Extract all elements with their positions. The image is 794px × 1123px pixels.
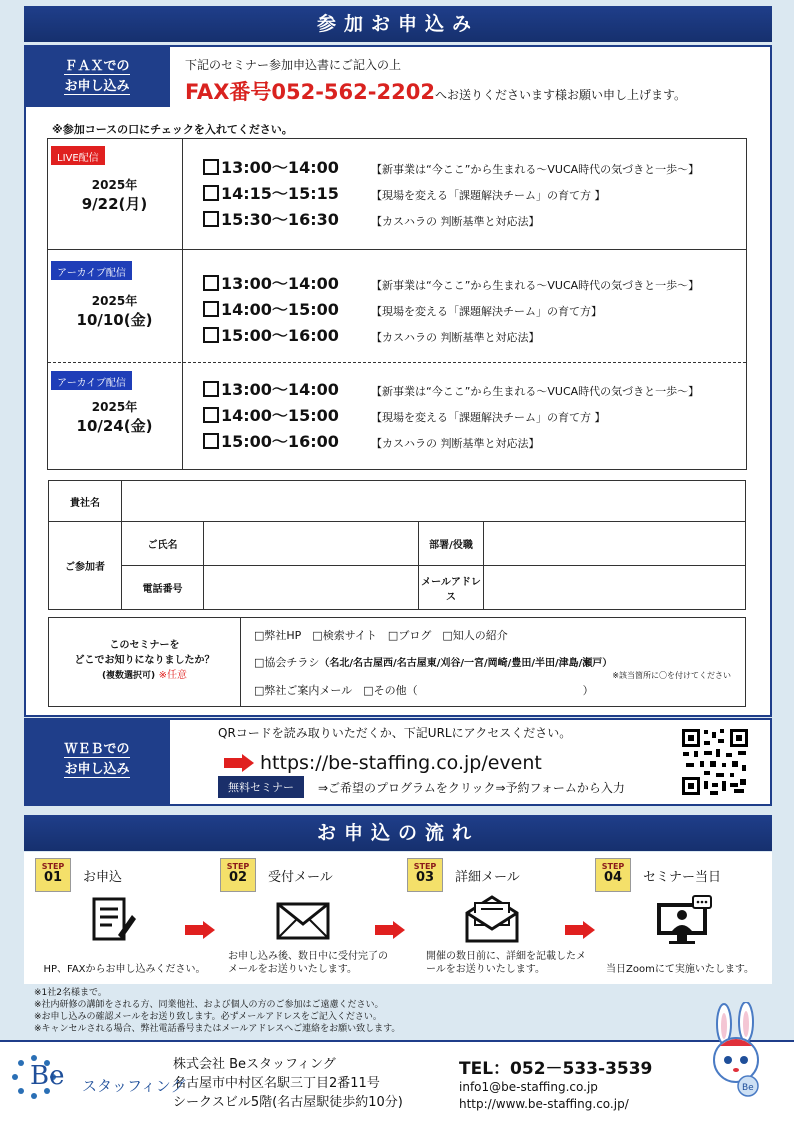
- note-line: ※社内研修の講師をされる方、同業他社、および個人の方のご参加はご遠慮ください。: [34, 1000, 384, 1010]
- dept-field[interactable]: [484, 522, 746, 566]
- checkbox[interactable]: [203, 159, 219, 175]
- checkbox[interactable]: [203, 275, 219, 291]
- rabbit-mascot-icon: [706, 1002, 768, 1104]
- survey-row-1[interactable]: □弊社HP □検索サイト □ブログ □知人の紹介: [254, 629, 508, 642]
- checkbox[interactable]: [203, 381, 219, 397]
- flow-arrow-icon: [565, 921, 595, 939]
- email-field[interactable]: [484, 566, 746, 610]
- step-badge: STEP 01: [35, 858, 71, 892]
- session-3-date: [47, 398, 182, 436]
- session-3-day: 10/24(金): [76, 417, 153, 435]
- fax-label: [24, 47, 170, 107]
- checkbox[interactable]: [203, 301, 219, 317]
- note-line: ※キャンセルされる場合、弊社電話番号またはメールアドレスへご連絡をお願い致します。: [34, 1024, 401, 1034]
- company-address: 株式会社 Beスタッフィング 名古屋市中村区名駅三丁目2番11号 シークスビル5階(名古屋駅徒歩約10分): [173, 1057, 403, 1110]
- web-flow-text: ⇒ご希望のプログラムをクリック⇒予約フォームから入力: [318, 781, 625, 795]
- application-section-title: 参加お申込み: [24, 6, 772, 42]
- step-desc: お申し込み後、数日中に受付完了のメールをお送りいたします。: [228, 951, 388, 975]
- participant-form: [48, 480, 746, 610]
- dept-label: 部署/役職: [419, 522, 484, 566]
- event-url-link[interactable]: https://be-staffing.co.jp/event: [260, 752, 542, 774]
- session-1-year: 2025年: [91, 178, 138, 192]
- step-title: お申込: [83, 869, 123, 885]
- flow-section-title: お申込の流れ: [24, 815, 772, 851]
- svg-text:Be: Be: [742, 1083, 754, 1093]
- contact-info: [459, 1054, 652, 1113]
- step-desc: HP、FAXからお申し込みください。: [43, 964, 206, 975]
- course-option[interactable]: 13:00～14:00 【新事業は“今ここ”から生まれる～VUCA時代の気づきと一歩～】: [203, 377, 699, 403]
- course-option[interactable]: 15:00～16:00 【カスハラの 判断基準と対応法】: [203, 323, 699, 349]
- session-2-date: [47, 292, 182, 330]
- open-envelope-icon: [465, 895, 519, 947]
- checkbox[interactable]: [203, 211, 219, 227]
- qr-code-icon[interactable]: [680, 727, 750, 797]
- fax-label-line2: お申し込み: [64, 79, 130, 94]
- phone-label: 電話番号: [122, 566, 204, 610]
- course-option[interactable]: 13:00～14:00 【新事業は“今ここ”から生まれる～VUCA時代の気づきと一歩～】: [203, 271, 699, 297]
- company-label: 貴社名: [49, 481, 122, 522]
- course-option[interactable]: 13:00～14:00 【新事業は“今ここ”から生まれる～VUCA時代の気づきと一歩～】: [203, 155, 699, 181]
- step-4: [595, 858, 721, 892]
- name-field[interactable]: [204, 522, 419, 566]
- tel-number: TEL：052－533-3539: [459, 1059, 653, 1079]
- step-badge: STEP 03: [407, 858, 443, 892]
- session-1-date: [47, 176, 182, 214]
- survey-question: このセミナーを どこでお知りになりましたか？ (複数選択可) ※任意: [49, 618, 241, 706]
- step-title: 受付メール: [268, 869, 333, 885]
- company-logo: Be スタッフィング: [12, 1055, 56, 1103]
- step-badge: STEP 04: [595, 858, 631, 892]
- web-url-line: [224, 752, 542, 774]
- checkbox[interactable]: [203, 327, 219, 343]
- check-instruction: ※参加コースの口にチェックを入れてください。: [52, 123, 293, 136]
- fax-suffix: へお送りくださいます様お願い申し上げます。: [434, 88, 686, 102]
- fax-number-line: [185, 76, 686, 106]
- course-option[interactable]: 15:30～16:30 【カスハラの 判断基準と対応法】: [203, 207, 699, 233]
- step-3: [407, 858, 520, 892]
- session-1-day: 9/22(月): [81, 195, 148, 213]
- session-3-courses: [203, 377, 699, 455]
- step-desc: 開催の数日前に、詳細を記載したメールをお送りいたします。: [426, 951, 586, 975]
- fax-number: FAX番号052-562-2202: [185, 80, 435, 104]
- step-1: [35, 858, 122, 892]
- step-badge: STEP 02: [220, 858, 256, 892]
- envelope-icon: [276, 902, 330, 944]
- note-line: ※1社2名様まで。: [34, 988, 107, 998]
- free-seminar-badge: 無料セミナー: [218, 776, 304, 798]
- step-title: セミナー当日: [643, 869, 722, 885]
- checkbox[interactable]: [203, 433, 219, 449]
- fax-intro: 下記のセミナー参加申込書にご記入の上: [185, 58, 402, 72]
- survey-row-2[interactable]: □協会チラシ（名北/名古屋西/名古屋東/刈谷/一宮/岡崎/豊田/半田/津島/瀬戸）: [254, 656, 613, 669]
- flow-arrow-icon: [375, 921, 405, 939]
- course-option[interactable]: 14:15～15:15 【現場を変える「課題解決チーム」の育て方 】: [203, 181, 699, 207]
- document-pen-icon: [88, 895, 138, 949]
- checkbox[interactable]: [203, 185, 219, 201]
- session-1-courses: [203, 155, 699, 233]
- course-option[interactable]: 14:00～15:00 【現場を変える「課題解決チーム」の育て方】: [203, 297, 699, 323]
- step-title: 詳細メール: [455, 869, 520, 885]
- session-2-day: 10/10(金): [76, 311, 153, 329]
- checkbox[interactable]: [203, 407, 219, 423]
- company-field[interactable]: [122, 481, 746, 522]
- session-1-tag: LIVE配信: [51, 146, 105, 165]
- email-link[interactable]: info1@be-staffing.co.jp: [459, 1080, 598, 1094]
- web-intro: QRコードを読み取りいただくか、下記URLにアクセスください。: [218, 726, 572, 740]
- step-desc: 当日Zoomにて実施いたします。: [606, 964, 755, 975]
- online-meeting-icon: [655, 895, 713, 949]
- course-option[interactable]: 14:00～15:00 【現場を変える「課題解決チーム」の育て方 】: [203, 403, 699, 429]
- flow-arrow-icon: [185, 921, 215, 939]
- note-line: ※お申し込みの確認メールをお送り致します。必ずメールアドレスをご記入ください。: [34, 1012, 382, 1022]
- session-3-tag: アーカイブ配信: [51, 371, 132, 390]
- notes: [34, 987, 400, 1035]
- email-label: メールアドレス: [419, 566, 484, 610]
- session-2-tag: アーカイブ配信: [51, 261, 132, 280]
- survey-row-2-note: ※該当箇所に〇を付けてください: [612, 671, 731, 680]
- website-link[interactable]: http://www.be-staffing.co.jp/: [459, 1097, 629, 1111]
- web-label: ＷＥＢでの お申し込み: [24, 718, 170, 806]
- step-2: [220, 858, 333, 892]
- participant-label: ご参加者: [49, 522, 122, 610]
- session-2-year: 2025年: [91, 294, 138, 308]
- name-label: ご氏名: [122, 522, 204, 566]
- right-arrow-icon: [224, 758, 242, 768]
- phone-field[interactable]: [204, 566, 419, 610]
- fax-label-line1: ＦＡＸでの: [64, 59, 130, 74]
- session-2-courses: [203, 271, 699, 349]
- survey-row-3[interactable]: □弊社ご案内メール □その他（ ）: [254, 684, 594, 697]
- course-option[interactable]: 15:00～16:00 【カスハラの 判断基準と対応法】: [203, 429, 699, 455]
- survey-box: [48, 617, 746, 707]
- session-3-year: 2025年: [91, 400, 138, 414]
